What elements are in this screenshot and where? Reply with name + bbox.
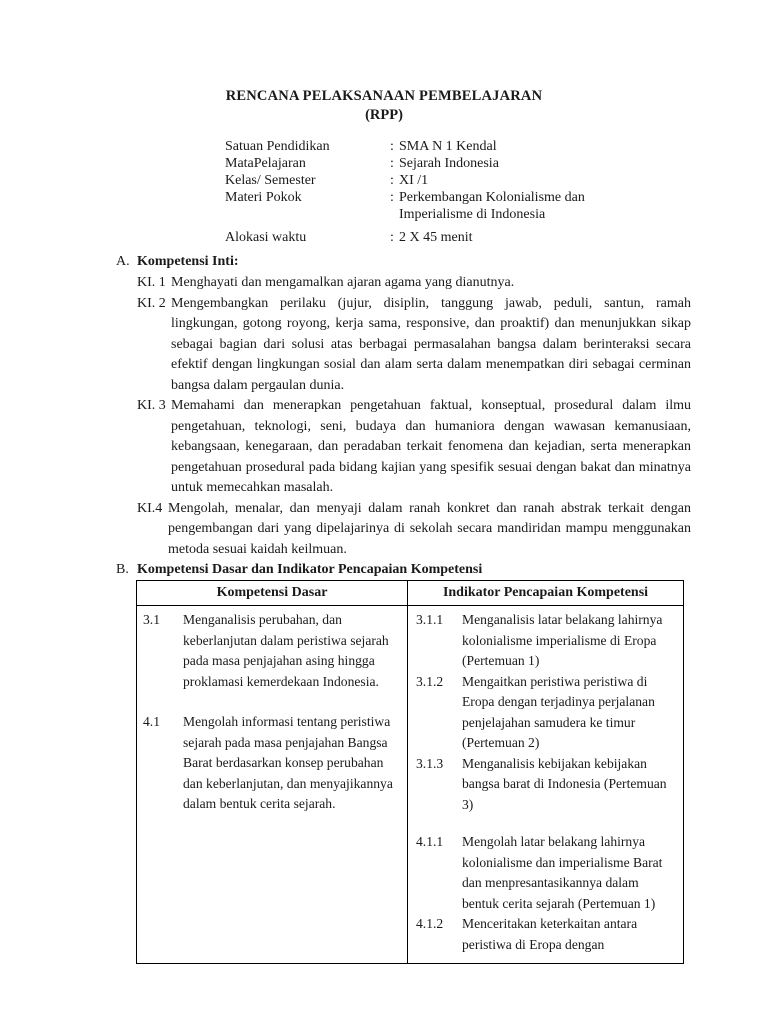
section-a-letter: A.	[116, 254, 130, 269]
identity-value-text: SMA N 1 Kendal	[399, 139, 497, 154]
section-b-heading	[116, 560, 691, 579]
indikator-entry	[416, 832, 677, 914]
section-b-letter: B.	[116, 562, 129, 577]
identity-label-satuan-pendidikan: Satuan Pendidikan	[225, 139, 330, 154]
indikator-list	[408, 606, 683, 963]
indikator-text: Menceritakan keterkaitan antara peristiwa di Eropa dengan	[462, 916, 638, 952]
table-header-kompetensi-dasar: Kompetensi Dasar	[137, 581, 408, 606]
kd-text: Mengolah informasi tentang peristiwa sejarah pada masa penjajahan Bangsa Barat berdasarkan konsep perubahan dan keberlanjutan, dan menyajikannya dalam bentuk cerita sejarah.	[183, 714, 393, 811]
section-kompetensi-inti	[116, 252, 691, 560]
kompetensi-dasar-list	[137, 606, 407, 906]
kompetensi-table	[136, 580, 684, 964]
table-header-indikator: Indikator Pencapaian Kompetensi	[408, 581, 684, 606]
kd-number: 3.1	[143, 612, 160, 627]
section-kompetensi-dasar	[116, 560, 691, 579]
identity-value-text: XI /1	[399, 173, 429, 188]
identity-row-alokasi-waktu	[225, 229, 685, 246]
indikator-entry	[416, 914, 677, 955]
indikator-number: 4.1.2	[416, 916, 444, 931]
section-a-heading	[116, 252, 691, 271]
table-header-row	[137, 581, 684, 606]
identity-value-materi-pokok	[390, 189, 675, 206]
ki-tag: KI. 1	[137, 275, 166, 290]
identity-label-kelas-semester: Kelas/ Semester	[225, 173, 316, 188]
table-cell-kompetensi-dasar	[137, 606, 408, 964]
indikator-entry	[416, 672, 677, 754]
indikator-text: Mengolah latar belakang lahirnya kolonialisme dan imperialisme Barat dan menpresantasikannya dalam bentuk cerita sejarah (Pertemuan 1)	[462, 834, 663, 911]
identity-row-satuan-pendidikan	[225, 138, 685, 155]
indikator-entry	[416, 610, 677, 672]
page-subtitle: (RPP)	[365, 107, 403, 123]
table-cell-indikator	[408, 606, 684, 964]
identity-value-text: Sejarah Indonesia	[399, 156, 499, 171]
identity-value-kelas-semester	[390, 172, 675, 189]
ki-item	[137, 273, 691, 294]
identity-label-alokasi-waktu: Alokasi waktu	[225, 230, 307, 245]
page-title: RENCANA PELAKSANAAN PEMBELAJARAN	[225, 88, 543, 104]
spacer	[416, 815, 677, 832]
colon-separator: :	[390, 156, 394, 171]
kd-text: Menganalisis perubahan, dan keberlanjutan dalam peristiwa sejarah pada masa penjajahan asing hingga proklamasi kemerdekaan Indonesia.	[183, 612, 389, 689]
identity-row-materi-pokok	[225, 189, 685, 206]
identity-label-mata-pelajaran: MataPelajaran	[225, 156, 306, 171]
kd-entry	[143, 712, 401, 815]
colon-separator: :	[390, 230, 394, 245]
kd-number: 4.1	[143, 714, 160, 729]
colon-separator: :	[390, 139, 394, 154]
identity-value-alokasi-waktu	[390, 229, 675, 246]
ki-tag: KI. 2	[137, 295, 166, 311]
ki-tag: KI.4	[137, 500, 163, 516]
indikator-text: Menganalisis latar belakang lahirnya kolonialisme imperialisme di Eropa (Pertemuan 1)	[462, 612, 663, 668]
ki-text: Menghayati dan mengamalkan ajaran agama yang dianutnya.	[171, 275, 515, 290]
indikator-text: Mengaitkan peristiwa peristiwa di Eropa dengan terjadinya perjalanan penjelajahan samudera ke timur (Pertemuan 2)	[462, 673, 655, 750]
identity-block	[225, 138, 685, 246]
identity-row-mata-pelajaran	[225, 155, 685, 172]
ki-item	[137, 294, 691, 397]
identity-value-text: Perkembangan Kolonialisme dan	[399, 190, 585, 205]
identity-value-mata-pelajaran	[390, 155, 675, 172]
identity-value-materi-pokok-continuation: Imperialisme di Indonesia	[399, 207, 546, 222]
section-b-title: Kompetensi Dasar dan Indikator Pencapaian Kompetensi	[137, 562, 483, 577]
identity-value-satuan-pendidikan	[390, 138, 675, 155]
spacer	[143, 692, 401, 712]
indikator-number: 3.1.1	[416, 612, 444, 627]
section-a-title: Kompetensi Inti:	[137, 254, 239, 269]
kd-entry	[143, 610, 401, 692]
colon-separator: :	[390, 190, 394, 205]
identity-value-text: 2 X 45 menit	[399, 230, 473, 245]
ki-item	[137, 499, 691, 561]
indikator-number: 3.1.3	[416, 755, 444, 771]
indikator-entry	[416, 754, 677, 816]
ki-text: Mengolah, menalar, dan menyaji dalam ranah konkret dan ranah abstrak terkait dengan pengembangan dari yang dipelajarinya di sekolah secara mandiridan mampu menggunakan metoda sesuai kaidah keilmuan.	[168, 500, 691, 557]
ki-text: Memahami dan menerapkan pengetahuan faktual, konseptual, prosedural dalam ilmu pengetahuan, teknologi, seni, budaya dan humaniora dengan wawasan kemanusiaan, kebangsaan, kenegaraan, dan peradaban terkait fenomena dan kejadian, serta menerapkan pengetahuan prosedural pada bidang kajian yang spesifik sesuai dengan bakat dan minatnya untuk memecahkan masalah.	[171, 398, 691, 495]
identity-row-kelas-semester	[225, 172, 685, 189]
colon-separator: :	[390, 173, 394, 188]
indikator-text: Menganalisis kebijakan kebijakan bangsa barat di Indonesia (Pertemuan 3)	[462, 755, 667, 812]
kompetensi-inti-list	[116, 273, 691, 560]
indikator-number: 3.1.2	[416, 673, 444, 689]
ki-item	[137, 396, 691, 499]
ki-tag: KI. 3	[137, 398, 166, 413]
ki-text: Mengembangkan perilaku (jujur, disiplin, tanggung jawab, peduli, santun, ramah lingkungan, gotong royong, kerja sama, responsive, dan proaktif) dan menunjukkan sikap sebagai bagian dari solusi atas berbagai permasalahan bangsa dalam berinteraksi secara efektif dengan lingkungan sosial dan alam serta dalam menempatkan diri sebagai cerminan bangsa dalam pergaulan dunia.	[171, 295, 691, 393]
indikator-number: 4.1.1	[416, 834, 444, 849]
table-row	[137, 606, 684, 964]
identity-label-materi-pokok: Materi Pokok	[225, 190, 302, 205]
